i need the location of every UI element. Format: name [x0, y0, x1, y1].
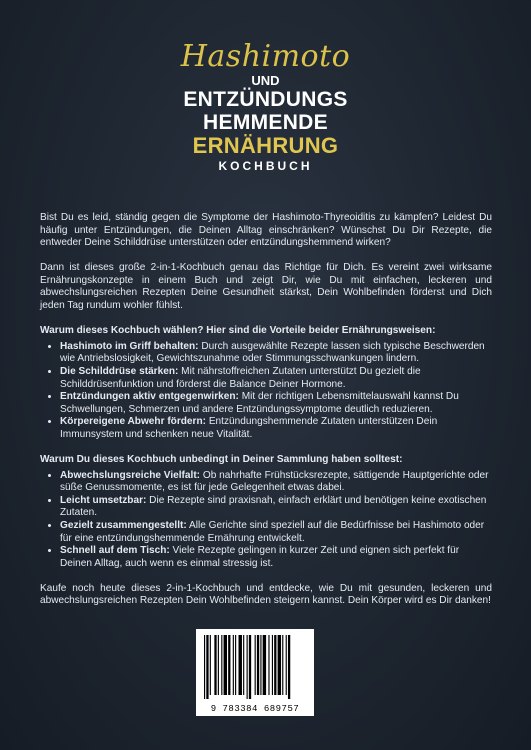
list-item: • Entzündungen aktiv entgegenwirken: Mit der richtigen Lebensmittelauswahl kannst Du Schwellungen, Schmerzen und andere Entzündungssymptome deutlich reduzieren. — [60, 391, 492, 416]
barcode-bar — [204, 635, 205, 699]
barcode-bar — [243, 635, 244, 695]
barcode-bar — [247, 635, 248, 699]
barcode-bar — [257, 635, 259, 695]
barcode-bar — [233, 635, 234, 695]
barcode-bar — [218, 635, 219, 695]
barcode-bar — [228, 635, 230, 695]
list-item: • Körpereigene Abwehr fördern: Entzündungshemmende Zutaten unterstützen Dein Immunsystem und schenken neue Vitalität. — [60, 416, 492, 441]
title-line-3: ERNÄHRUNG — [192, 133, 339, 158]
section2-heading: Warum Du dieses Kochbuch unbedingt in Deiner Sammlung haben solltest: — [40, 454, 403, 465]
barcode-bar — [255, 635, 256, 695]
barcode-bars — [196, 629, 314, 703]
barcode-bar — [224, 635, 227, 695]
barcode-bar — [268, 635, 269, 695]
barcode-bar — [235, 635, 236, 695]
barcode-bar — [263, 635, 266, 695]
section2-list — [40, 470, 492, 571]
list-item: • Leicht umsetzbar: Die Rezepte sind praxisnah, einfach erklärt und benötigen keine exotischen Zutaten. — [60, 495, 492, 520]
intro-paragraph-2: Dann ist dieses große 2-in-1-Kochbuch genau das Richtige für Dich. Es vereint zwei wirksame Ernährungskonzepte in einem Buch und zeigt Dir, wie Du mit einfachen, leckeren und abwechslungsreichen Rezepten Deine Gesundheit stärkst, Dein Wohlbefinden förderst und Dich jeden Tag rundum wohler fühlst. — [40, 262, 492, 312]
barcode-bar — [274, 635, 276, 695]
barcode-bar — [214, 635, 216, 695]
isbn-barcode — [196, 629, 314, 716]
closing-paragraph: Kaufe noch heute dieses 2-in-1-Kochbuch und entdecke, wie Du mit gesunden, leckeren und abwechslungsreichen Rezepten Dein Wohlbefinden steigern kannst. Dein Körper wird es Dir danken! — [40, 582, 492, 607]
isbn-number: 9 783384 689757 — [210, 704, 300, 714]
title-line-4: KOCHBUCH — [218, 159, 313, 173]
section1-list — [40, 341, 492, 442]
title-und: UND — [251, 73, 280, 88]
barcode-bar — [206, 635, 208, 699]
barcode-bar — [286, 635, 287, 695]
list-item: • Schnell auf dem Tisch: Viele Rezepte gelingen in kurzer Zeit und eignen sich perfekt für Deinen Alltag, auch wenn es einmal stressig ist. — [60, 545, 492, 570]
barcode-bar — [272, 635, 273, 695]
intro-paragraph-1: Bist Du es leid, ständig gegen die Symptome der Hashimoto-Thyreoiditis zu kämpfen? Leidest Du häufig unter Entzündungen, die Deinen Alltag einschränken? Wünschst Du Dir Rezepte, die entweder Deine Schilddrüse unterstützen oder entzündungshemmend wirken? — [40, 212, 492, 249]
title-line-2: HEMMENDE — [203, 111, 328, 134]
list-item: • Hashimoto im Griff behalten: Durch ausgewählte Rezepte lassen sich typische Beschwerden wie Antriebslosigkeit, Gewichtszunahme oder Stimmungsschwankungen lindern. — [60, 341, 492, 366]
list-item: • Die Schilddrüse stärken: Mit nährstoffreichen Zutaten unterstützt Du gezielt die Schilddrüsenfunktion und förderst die Balance Deiner Hormone. — [60, 366, 492, 391]
title-line-1: ENTZÜNDUNGS — [183, 88, 348, 111]
list-item: • Abwechslungsreiche Vielfalt: Ob nahrhafte Frühstücksrezepte, sättigende Hauptgerichte oder süße Genussmomente, es ist für jede Gelegenheit etwas dabei. — [60, 470, 492, 495]
barcode-bar — [260, 635, 261, 695]
blurb-content — [40, 212, 492, 608]
title-block — [0, 39, 531, 174]
barcode-bar — [239, 635, 242, 695]
list-item: • Gezielt zusammengestellt: Alle Gerichte sind speziell auf die Bedürfnisse bei Hashimoto oder für eine entzündungshemmende Ernährung entwickelt. — [60, 520, 492, 545]
barcode-bar — [288, 635, 290, 699]
section1-heading: Warum dieses Kochbuch wählen? Hier sind die Vorteile beider Ernährungsweisen: — [40, 325, 436, 337]
barcode-bar — [249, 635, 251, 699]
barcode-bar — [278, 635, 281, 695]
barcode-bar — [282, 635, 283, 695]
title-script: Hashimoto — [180, 39, 351, 74]
barcode-bar — [210, 635, 211, 695]
barcode-bar — [221, 635, 222, 695]
